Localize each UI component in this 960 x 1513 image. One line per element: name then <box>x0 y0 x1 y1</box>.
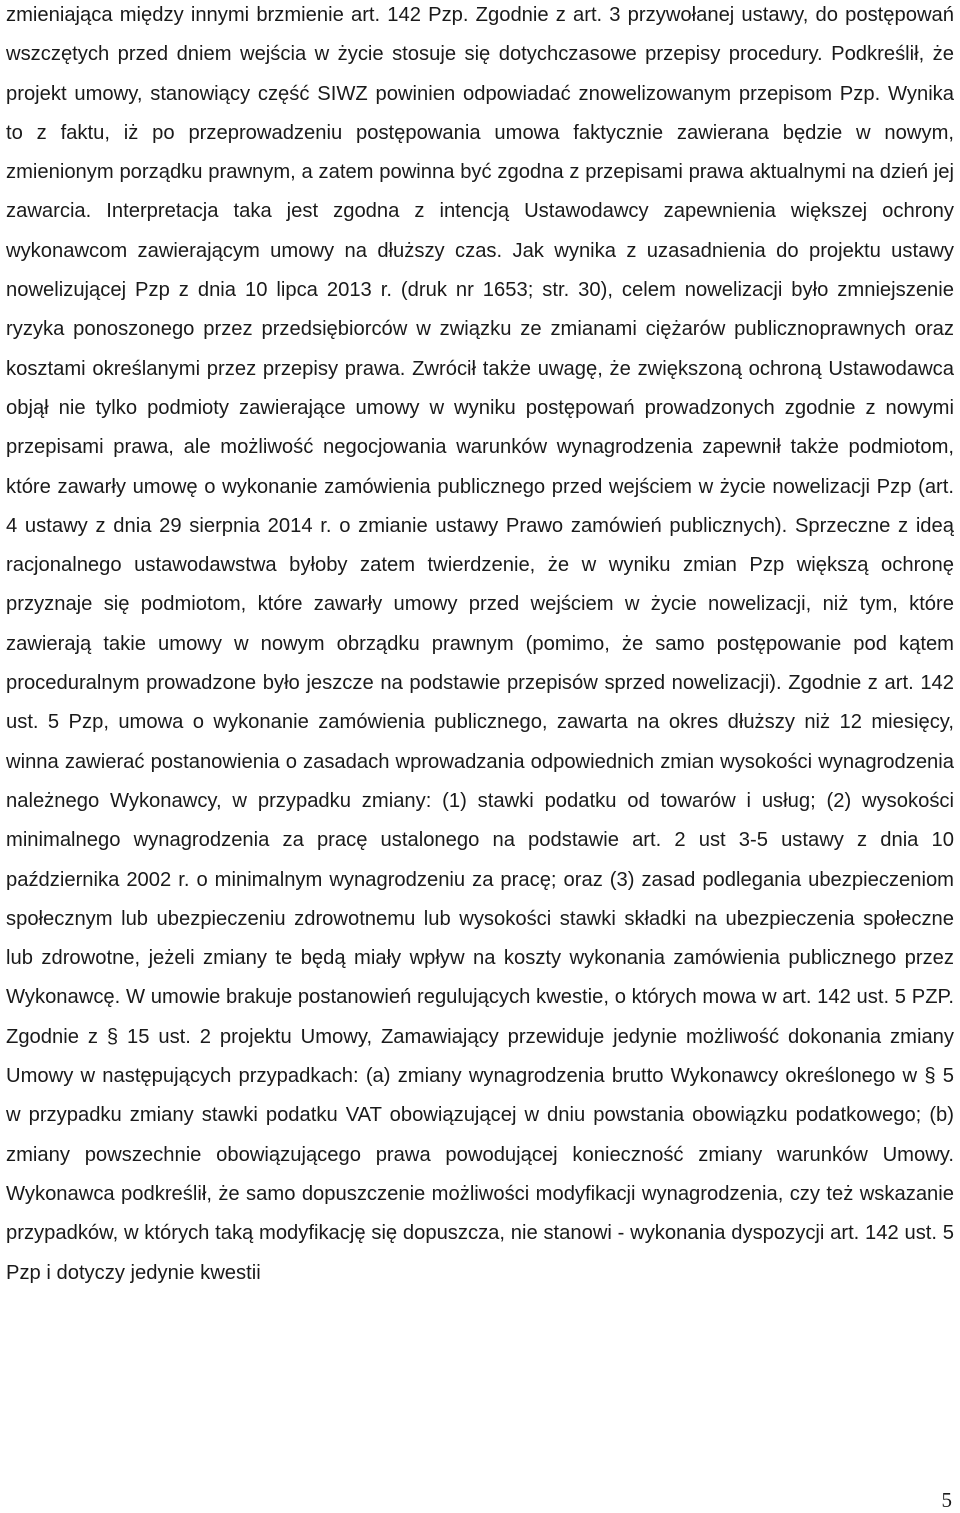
page-number: 5 <box>941 1488 952 1512</box>
body-paragraph: zmieniająca między innymi brzmienie art. 142 Pzp. Zgodnie z art. 3 przywołanej ustawy, do postępowań wszczętych przed dniem wejścia w życie stosuje się dotychczasowe przepisy procedury. Podkreślił, że projekt umowy, stanowiący część SIWZ powinien odpowiadać znowelizowanym przepisom Pzp. Wynika to z faktu, iż po przeprowadzeniu postępowania umowa faktycznie zawierana będzie w nowym, zmienionym porządku prawnym, a zatem powinna być zgodna z przepisami prawa aktualnymi na dzień jej zawarcia. Interpretacja taka jest zgodna z intencją Ustawodawcy zapewnienia większej ochrony wykonawcom zawierającym umowy na dłuższy czas. Jak wynika z uzasadnienia do projektu ustawy nowelizującej Pzp z dnia 10 lipca 2013 r. (druk nr 1653; str. 30), celem nowelizacji było zmniejszenie ryzyka ponoszonego przez przedsiębiorców w związku ze zmianami ciężarów publicznoprawnych oraz kosztami określanymi przez przepisy prawa. Zwrócił także uwagę, że zwiększoną ochroną Ustawodawca objął nie tylko podmioty zawierające umowy w wyniku postępowań prowadzonych zgodnie z nowymi przepisami prawa, ale możliwość negocjowania warunków wynagrodzenia zapewnił także podmiotom, które zawarły umowę o wykonanie zamówienia publicznego przed wejściem w życie nowelizacji Pzp (art. 4 ustawy z dnia 29 sierpnia 2014 r. o zmianie ustawy Prawo zamówień publicznych). Sprzeczne z ideą racjonalnego ustawodawstwa byłoby zatem twierdzenie, że w wyniku zmian Pzp większą ochronę przyznaje się podmiotom, które zawarły umowy przed wejściem w życie nowelizacji, niż tym, które zawierają takie umowy w nowym obrządku prawnym (pomimo, że samo postępowanie pod kątem proceduralnym prowadzone było jeszcze na podstawie przepisów sprzed nowelizacji). Zgodnie z art. 142 ust. 5 Pzp, umowa o wykonanie zamówienia publicznego, zawarta na okres dłuższy niż 12 miesięcy, winna zawierać postanowienia o zasadach wprowadzania odpowiednich zmian wysokości wynagrodzenia należnego Wykonawcy, w przypadku zmiany: (1) stawki podatku od towarów i usług; (2) wysokości minimalnego wynagrodzenia za pracę ustalonego na podstawie art. 2 ust 3-5 ustawy z dnia 10 października 2002 r. o minimalnym wynagrodzeniu za pracę; oraz (3) zasad podlegania ubezpieczeniom społecznym lub ubezpieczeniu zdrowotnemu lub wysokości stawki składki na ubezpieczenia społeczne lub zdrowotne, jeżeli zmiany te będą miały wpływ na koszty wykonania zamówienia publicznego przez Wykonawcę. W umowie brakuje postanowień regulujących kwestie, o których mowa w art. 142 ust. 5 PZP. Zgodnie z § 15 ust. 2 projektu Umowy, Zamawiający przewiduje jedynie możliwość dokonania zmiany Umowy w następujących przypadkach: (a) zmiany wynagrodzenia brutto Wykonawcy określonego w § 5 w przypadku zmiany stawki podatku VAT obowiązującej w dniu powstania obowiązku podatkowego; (b) zmiany powszechnie obowiązującego prawa powodującej konieczność zmiany warunków Umowy. Wykonawca podkreślił, że samo dopuszczenie możliwości modyfikacji wynagrodzenia, czy też wskazanie przypadków, w których taką modyfikację się dopuszcza, nie stanowi - wykonania dyspozycji art. 142 ust. 5 Pzp i dotyczy jedynie kwestii <box>6 4 954 1284</box>
